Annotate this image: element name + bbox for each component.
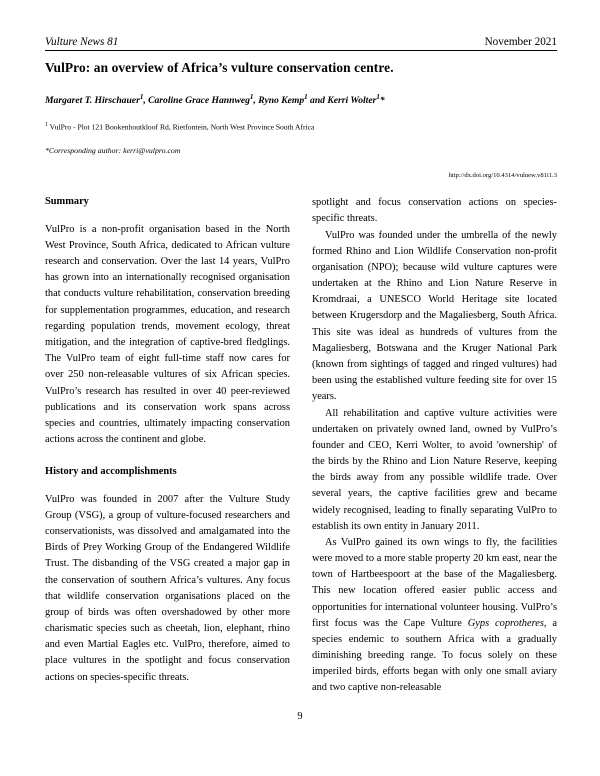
history-paragraph-1-continued: spotlight and focus conservation actions on species-specific threats.: [312, 197, 557, 225]
author-affiliation-marker: 1: [304, 93, 308, 102]
page-number: 9: [297, 711, 303, 722]
author-affiliation-marker: 1: [376, 93, 380, 102]
corresponding-author-line: *Corresponding author: kerri@vulpro.com: [45, 146, 181, 156]
two-column-body: [45, 195, 557, 696]
doi-link[interactable]: http://dx.doi.org/10.4314/vulnew.v81i1.3: [448, 172, 557, 180]
history-paragraph-2: VulPro was founded under the umbrella of the newly formed Rhino and Lion Wildlife Conservation non-profit organisation (NPO); because wild vulture captures were undertaken at the Rhino and Lion Nature Reserve in Kromdraai, a UNESCO World Heritage site located between Krugersdorp and the Magaliesberg, South Africa. This site was ideal as hundreds of vultures from the Magaliesberg, Botswana and the Kruger National Park (known from sightings of tagged and ringed vultures) had been using the established vulture feeding site for over 15 years.: [312, 229, 557, 403]
column-left: [45, 195, 290, 696]
running-head: [45, 36, 557, 51]
column-right: [312, 195, 557, 696]
author-affiliation-marker: 1: [249, 93, 254, 102]
affiliation-line: $^1$ VulPro - Plot 121 Bookenhoutkloof Rd, Rietfontein, North West Province South Africa: [45, 121, 315, 132]
species-name-italic: Gyps coprotheres: [467, 617, 544, 629]
author-names: Margaret T. Hirschauer$^1$, Caroline Grace Hannweg$^1$, Ryno Kemp$^1$ and Kerri Wolter$^1$*: [45, 93, 385, 107]
author-affiliation-marker: 1: [139, 93, 144, 102]
history-heading: History and accomplishments: [45, 466, 177, 478]
issue-date: November 2021: [484, 36, 557, 48]
history-paragraph-1: VulPro was founded in 2007 after the Vulture Study Group (VSG), a group of vulture-focused researchers and conservationists, was dissolved and amalgamated into the Birds of Prey Working Group of the Endangered Wildlife Trust. The disbanding of the VSG created a major gap in the conservation of southern Africa’s vultures. Any focus that wildlife conservation organisations placed on the group of birds was often overshadowed by other more charismatic species such as cheetah, lion, elephant, rhino and even Martial Eagles etc. VulPro, therefore, aimed to place vultures in the spotlight and focus conservation actions on species-specific threats.: [45, 493, 290, 683]
history-paragraph-4: [312, 535, 557, 697]
affiliation-marker: 1: [45, 121, 48, 128]
article-title: VulPro: an overview of Africa’s vulture conservation centre.: [45, 60, 394, 76]
paragraph-4-text-before-species: As VulPro gained its own wings to fly, the facilities were moved to a more stable property 20 km east, near the town of Hartbeespoort at the base of the Magaliesberg. This new location offered easier public access and opportunities for international volunteer housing. VulPro’s first focus was the Cape Vulture: [312, 536, 557, 629]
page-content: [45, 36, 557, 697]
paragraph-4-text-after-species: , a species endemic to southern Africa with a gradually diminishing breeding range. To focus solely on these imperiled birds, efforts began with only one small aviary and two captive non-releasable: [312, 617, 557, 694]
summary-paragraph: VulPro is a non-profit organisation based in the North West Province, South Africa, dedicated to African vulture research and conservation. Over the last 14 years, VulPro has grown into an internationally recognised organisation that conducts vulture rehabilitation, conservation breeding for supplementation programmes, education, and research regarding population trends, movement ecology, threat mitigation, and the integration of captive-bred fledglings. The VulPro team of eight full-time staff now cares for over 250 non-releasable vultures of six African species. VulPro’s research has resulted in over 40 peer-reviewed publications and its conservation work spans across species and countries, ultimately impacting conservation actions across the continent and globe.: [45, 223, 290, 446]
journal-name: Vulture News 81: [45, 36, 119, 48]
author-list: [45, 93, 557, 108]
summary-heading: Summary: [45, 196, 89, 208]
history-paragraph-3: All rehabilitation and captive vulture activities were undertaken on privately owned land, owned by VulPro’s founder and CEO, Kerri Wolter, to avoid 'ownership' of the birds by the Rhino and Lion Nature Reserve, keeping the birds away from any possible wildlife trade. Over several years, the captive facilities grew and became widely recognised, leading to finally separating VulPro to establish its own entity in January 2011.: [312, 407, 557, 532]
